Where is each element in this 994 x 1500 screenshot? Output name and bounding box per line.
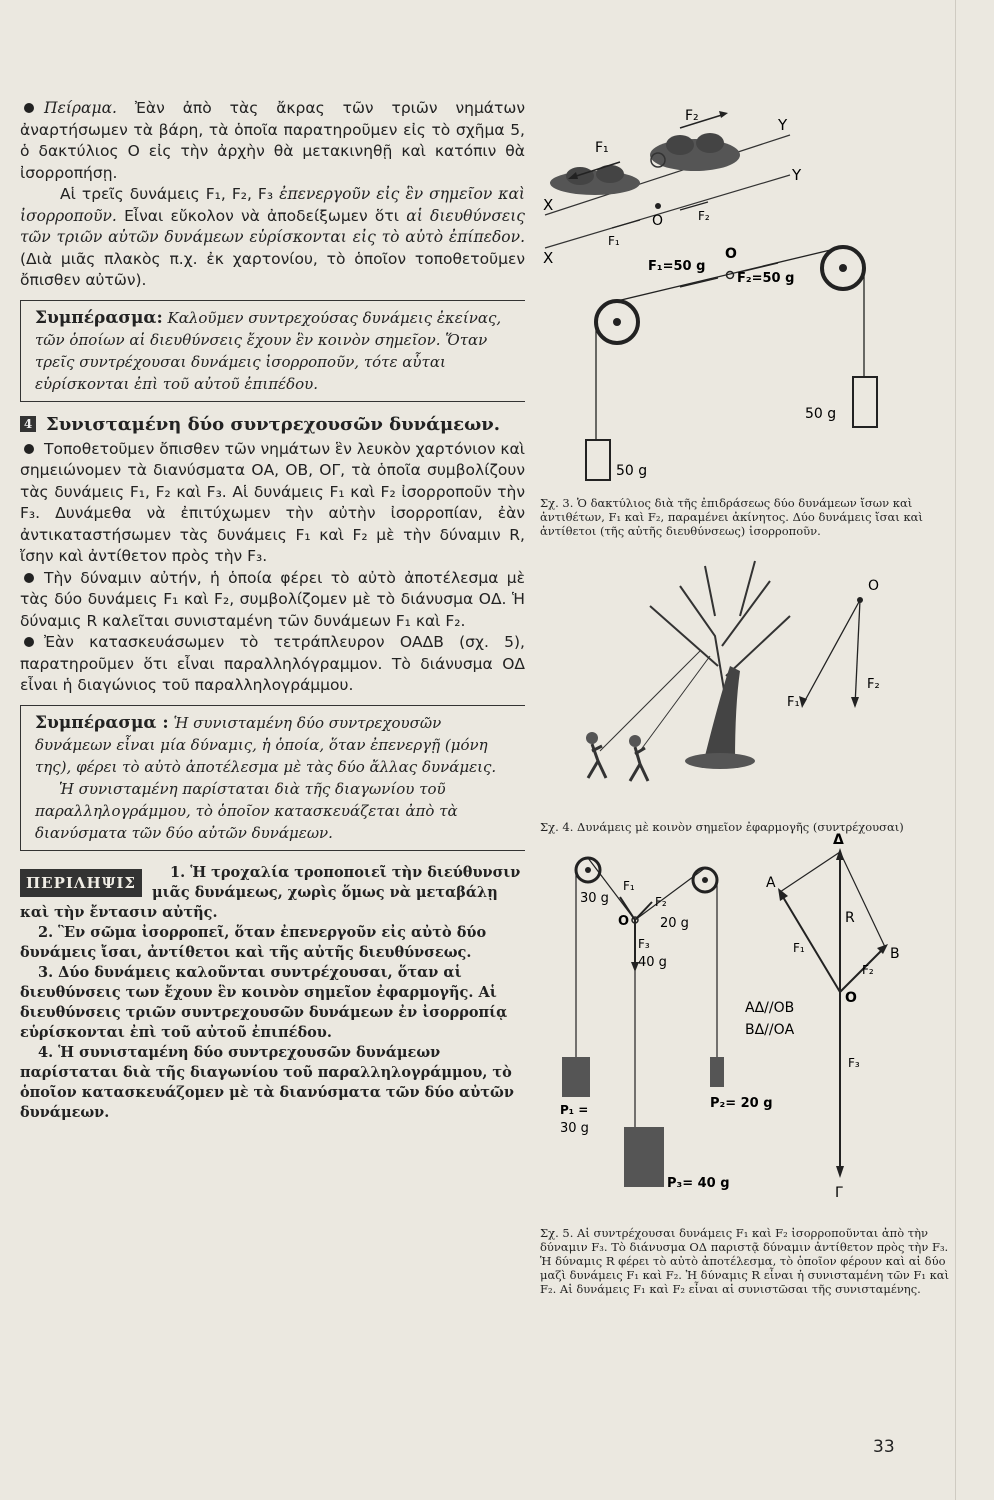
paragraph-three-forces [20,184,525,292]
label-o: O [868,578,880,594]
conclusion-text: Καλοῦμεν συντρεχούσας δυνάμεις ἐκείνας, τῶν ὁποίων αἱ διευθύνσεις ἔχουν ἓν κοινὸν σημεῖον. Ὅταν τρεῖς συντρέχουσαι δυνάμεις ἰσορροποῦν, τότε αὗται εὑρίσκονται ἐπὶ τοῦ αὐτοῦ ἐπιπέδου. [35,308,502,393]
pulley-axle-icon [613,318,621,326]
figure-5-caption: Σχ. 5. Αἱ συντρέχουσαι δυνάμεις F₁ καὶ F₂ ἰσορροποῦνται ἀπὸ τὴν δύναμιν F₃. Τὸ διάνυσμα ΟΔ παριστᾷ δύναμιν ἀντίθετον πρὸς τὴν F₃. Ἡ δύναμις R φέρει τὸ αὐτὸ ἀποτέλεσμα, τὸ ὁποῖον φέρουν καὶ αἱ δύο μαζὶ δυνάμεις F₁ καὶ F₂. Ἡ δύναμις R εἶναι ἡ συνισταμένη τῶν F₁ καὶ F₂. Αἱ δυνάμεις F₁ καὶ F₂ εἶναι αἱ συνιστῶσαι τῆς συνισταμένης. [540,1226,950,1296]
label-f3: F₃ [638,937,650,951]
text-plane-italic: αἱ διευθύνσεις τῶν τριῶν αὐτῶν δυνάμεων εὑρίσκονται εἰς τὸ αὐτὸ ἐπίπεδον. [20,206,525,246]
conclusion-2b: Ἡ συνισταμένη παρίσταται διὰ τῆς διαγωνίου τοῦ παραλληλογράμμου, τὸ ὁποῖον κατασκευάζεται ἀπὸ τὰ διανύσματα τῶν δύο αὐτῶν δυνάμεων. [35,779,458,842]
paragraph-experiment [20,98,525,184]
text-prove: Εἶναι εὔκολον νὰ ἀποδείξωμεν ὅτι [124,206,399,225]
label-p3: P₃= 40 g [667,1176,730,1191]
label-gamma: Γ [835,1185,843,1201]
label-o-par: O [845,990,857,1006]
section-title [20,414,525,435]
label-p2: P₂= 20 g [710,1096,773,1111]
label-f2-eq: F₂=50 g [737,271,795,286]
pulley-axle-icon [702,877,708,883]
point-o-icon [655,203,661,209]
page-number: 33 [873,1437,895,1457]
paragraph-parallelogram [20,632,525,697]
rope-right [640,656,710,751]
string-right-top [635,868,705,920]
experiment-text: Ἐὰν ἀπὸ τὰς ἄκρας τῶν τριῶν νημάτων ἀναρτήσωμεν τὰ βάρη, τὰ ὁποῖα παρατηροῦμεν εἰς τὸ σχῆμα 5, ὁ δακτύλιος Ο εἰς τὴν ἀρχὴν θὰ μετακινηθῇ καὶ κατόπιν θὰ ἰσορροπήσῃ. [20,99,525,182]
arrow-f1-pulley [680,278,718,287]
label-x-lower: X [543,249,554,267]
summary-item: 4. Ἡ συνισταμένη δύο συντρεχουσῶν δυνάμεων παρίσταται διὰ τῆς διαγωνίου τοῦ παραλληλογράμμου, τὸ ὁποῖον κατασκευάζομεν μὲ τὰ διανύσματα τῶν δύο αὐτῶν δυνάμεων. [20,1043,514,1121]
vector-f1 [802,600,860,706]
person-pulling-icon [586,732,606,778]
paragraph-resultant [20,568,525,633]
bullet-icon [24,573,34,583]
weight-p3 [624,1127,664,1187]
person-pulling-icon [629,735,648,781]
label-f2: F₂ [655,895,667,909]
figure-3-caption: Σχ. 3. Ὁ δακτύλιος διὰ τῆς ἐπιδράσεως δύο δυνάμεων ἴσων καὶ ἀντιθέτων, F₁ καὶ F₂, παραμένει ἀκίνητος. Δύο δυνάμεις ἴσαι καὶ ἀντίθετοι (τῆς αὐτῆς διευθύνσεως) ἰσορροποῦν. [540,496,923,538]
summary-section [20,863,525,1123]
conclusion-heading: Συμπέρασμα : [35,712,169,733]
text-forces-italic: ἐπενεργοῦν εἰς ἓν σημεῖον καὶ ἰσορροποῦν. [20,185,525,225]
weight-left [586,440,610,480]
tree-icon [650,561,790,769]
paragraph-vectors [20,439,525,568]
figure-3 [540,100,950,490]
conclusion-1 [35,307,511,395]
summary-item: 2. Ἓν σῶμα ἰσορροπεῖ, ὅταν ἐπενεργοῦν εἰς αὐτὸ δύο δυνάμεις ἴσαι, ἀντίθετοι καὶ τῆς αὐτῆς διευθύνσεως. [20,923,487,961]
pulley-axle-icon [839,264,847,272]
weight-right-label: 50 g [805,406,837,422]
weight-left-label: 50 g [616,463,648,479]
summary-item: 1. Ἡ τροχαλία τροποποιεῖ τὴν διεύθυνσιν μιᾶς δυνάμεως, χωρὶς ὅμως νὰ μεταβάλῃ καὶ τὴν ἔντασιν αὐτῆς. [20,863,521,921]
left-column [20,98,525,1123]
label-o: O [652,213,664,229]
label-p1: P₁ = [560,1103,589,1117]
vector-f2 [855,600,860,706]
label-f1: F₁ [787,695,800,710]
label-y-lower: Y [792,166,802,184]
label-ad-ob: ΑΔ//ΟΒ [745,1000,795,1016]
figure-4 [540,556,950,816]
label-p1-value: 30 g [560,1121,589,1136]
label-f1: F₁ [595,140,609,156]
label-30g: 30 g [580,891,609,906]
conclusion-box-2 [20,705,525,851]
label-f2: F₂ [867,677,880,692]
label-bd-oa: ΒΔ//ΟΑ [745,1022,795,1038]
text-forces: Αἱ τρεῖς δυνάμεις F₁, F₂, F₃ [60,185,274,203]
vectors-text: Τοποθετοῦμεν ὄπισθεν τῶν νημάτων ἓν λευκὸν χαρτόνιον καὶ σημειώνομεν τὰ διανύσματα ΟΑ, ΟΒ, ΟΓ, τὰ ὁποῖα συμβολίζουν τὰς δυνάμεις F₁, F₂ καὶ F₃. Αἱ δυνάμεις F₁ καὶ F₂ ἰσορροποῦν τὴν F₃. Δυνάμεθα νὰ ἐπιτύχωμεν τὴν αὐτὴν ἰσορροπίαν, ἐὰν ἀντικαταστήσωμεν τὰς δυνάμεις F₁ καὶ F₂ μὲ τὴν δύναμιν R, ἴσην καὶ ἀντίθετον πρὸς τὴν F₃. [20,439,525,565]
bullet-icon [24,103,34,113]
arrow-head-icon [719,111,728,118]
weight-p1 [562,1057,590,1097]
side-ad [780,852,840,892]
text-cardboard: (Διὰ μιᾶς πλακὸς π.χ. ἐκ χαρτονίου, τὸ ὁποῖον τοποθετοῦμεν ὄπισθεν αὐτῶν). [20,249,525,289]
label-a: A [766,875,776,891]
label-f2: F₂ [685,108,699,124]
section-number: 4 [20,416,36,432]
label-o-pulley: O [725,246,737,262]
label-f3-par: F₃ [848,1056,860,1070]
label-delta: Δ [833,832,844,848]
arrow-f1-small [612,220,640,228]
right-column [540,100,950,1296]
bullet-icon [24,444,34,454]
conclusion-heading: Συμπέρασμα: [35,307,163,328]
vector-oa [780,892,840,992]
label-20g: 20 g [660,916,689,931]
label-y: Y [778,116,788,134]
summary-item: 3. Δύο δυνάμεις καλοῦνται συντρέχουσαι, ὅταν αἱ διευθύνσεις των ἔχουν ἓν κοινὸν σημεῖον ἐφαρμογῆς. Αἱ διευθύνσεις τριῶν συντρεχουσῶν δυνάμεων ἐν ἰσορροπίᾳ εὑρίσκονται ἐπὶ τοῦ αὐτοῦ ἐπιπέδου. [20,963,508,1041]
label-f1-small: F₁ [608,234,620,248]
weight-p2 [710,1057,724,1087]
pulley-axle-icon [585,867,591,873]
label-f2-small: F₂ [698,209,710,223]
label-f1-par: F₁ [793,941,805,955]
section-heading: Συνισταμένη δύο συντρεχουσῶν δυνάμεων. [46,413,500,435]
rope-left [600,651,700,751]
label-f2-par: F₂ [862,963,874,977]
figure-4-caption: Σχ. 4. Δυνάμεις μὲ κοινὸν σημεῖον ἐφαρμογῆς (συντρέχουσαι) [540,820,904,834]
experiment-label: Πείραμα. [44,99,117,117]
summary-label: ΠΕΡΙΛΗΨΙΣ [20,869,142,897]
label-b: B [890,946,900,962]
bullet-icon [24,637,34,647]
conclusion-box-1 [20,300,525,402]
label-40g: 40 g [638,955,667,970]
arrow-head-icon [851,697,859,708]
parallelogram-text: Ἐὰν κατασκευάσωμεν τὸ τετράπλευρον ΟΑΔΒ (σχ. 5), παρατηροῦμεν ὅτι εἶναι παραλληλόγραμμον. Τὸ διάνυσμα ΟΔ εἶναι ἡ διαγώνιος τοῦ παραλληλογράμμου. [20,633,525,694]
figure-5 [540,832,950,1222]
side-bd [840,852,885,947]
weight-right [853,377,877,427]
conclusion-text: Ἡ συνισταμένη δύο συντρεχουσῶν δυνάμεων εἶναι μία δύναμις, ἡ ὁποία, ὅταν ἐπενεργῇ (μόνη της), φέρει τὸ αὐτὸ ἀποτέλεσμα μὲ τὰς δύο ἄλλας δυνάμεις. [35,713,497,776]
label-x: X [543,196,554,214]
resultant-text: Τὴν δύναμιν αὐτήν, ἡ ὁποία φέρει τὸ αὐτὸ ἀποτέλεσμα μὲ τὰς δύο δυνάμεις F₁ καὶ F₂, συμβολίζομεν μὲ τὸ διάνυσμα ΟΔ. Ἡ δύναμις R καλεῖται συνισταμένη τῶν δυνάμεων F₁ καὶ F₂. [20,568,525,630]
arrow-head-icon [836,1166,844,1178]
label-o: O [618,914,630,929]
label-f1-eq: F₁=50 g [648,259,706,274]
label-f1: F₁ [623,879,635,893]
page-edge [955,0,956,1500]
conclusion-2a [35,712,511,778]
label-r: R [845,910,855,926]
